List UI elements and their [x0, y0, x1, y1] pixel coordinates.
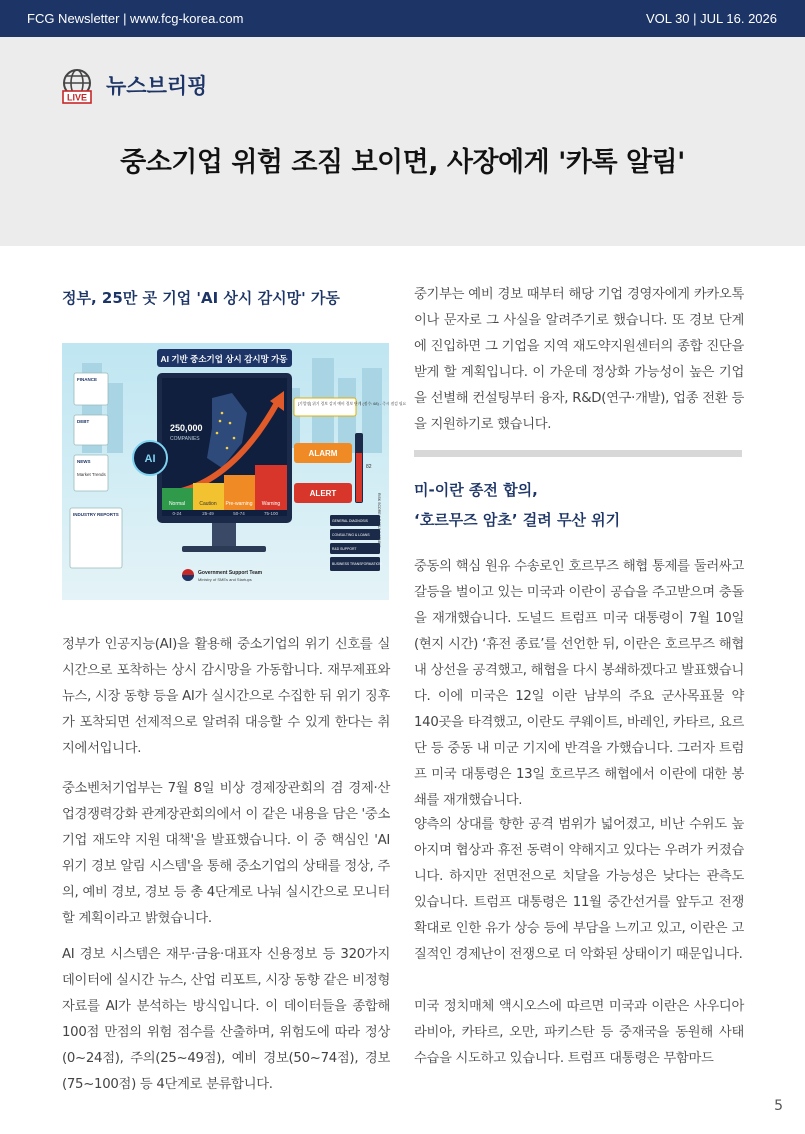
alert-label: ALERT: [309, 489, 337, 498]
support-diagnosis: GENERAL DIAGNOSIS: [332, 519, 368, 523]
stage-warning: Warning: [261, 501, 281, 507]
article1-paragraph-2: 중소벤처기업부는 7월 8일 비상 경제장관회의 겸 경제·산업경쟁력강화 관계장관회의에서 이 같은 내용을 담은 '중소기업 재도약 지원 대책'을 발표했습니다. 이 중 핵심인 'AI 위기 경보 알림 시스템'을 통해 중소기업의 상태를 정상, 주의, 예비 경보, 경보 등 총 4단계로 나눠 실시간으로 모니터할 계획이라고 밝혔습니다.: [62, 781, 390, 926]
support-transformation: BUSINESS TRANSFORMATION: [332, 562, 382, 566]
companies-label: COMPANIES: [170, 436, 200, 442]
article2-subhead-line1: 미-이란 종전 합의,: [414, 481, 538, 499]
issue-info: VOL 30 | JUL 16. 2026: [645, 11, 777, 26]
article-divider: [414, 450, 742, 457]
panel-market: Market Trends: [77, 472, 106, 477]
stage-caution: Caution: [199, 501, 217, 507]
page-number: 5: [774, 1098, 783, 1114]
range-warning: 75-100: [263, 511, 279, 516]
ai-monitoring-illustration: [62, 343, 407, 600]
stage-normal: Normal: [168, 501, 186, 507]
globe-live-icon: [60, 67, 94, 107]
article1-paragraph-1: 정부가 인공지능(AI)을 활용해 중소기업의 위기 신호를 실시간으로 포착하는 상시 감시망을 가동합니다. 재무제표와 뉴스, 시장 동향 등을 AI가 실시간으로 수집한 뒤 위기 징후가 포착되면 선제적으로 알려줘 대응할 수 있게 한다는 취지에서입니다.: [62, 637, 390, 756]
panel-debt: DEBT: [77, 419, 90, 424]
article2-subhead: [414, 475, 744, 535]
top-bar: [0, 0, 805, 37]
header-band: [0, 37, 805, 246]
range-prewarning: 50-74: [233, 511, 245, 516]
support-rnd: R&D SUPPORT: [332, 547, 357, 551]
section-title: 뉴스브리핑: [106, 74, 208, 98]
range-normal: 0-24: [172, 511, 182, 516]
gov-team: Government Support Team: [198, 570, 263, 576]
article2-paragraph-3: 미국 정치매체 액시오스에 따르면 미국과 이란은 사우디아라비아, 카타르, 오만, 파키스탄 등 중재국을 동원해 사태 수습을 시도하고 있습니다. 트럼프 대통령은 무함마드: [414, 999, 744, 1066]
headline: 중소기업 위험 조짐 보이면, 사장에게 '카톡 알림': [120, 147, 685, 178]
panel-news: NEWS: [77, 459, 91, 464]
stage-prewarning: Pre-warning: [225, 501, 253, 507]
gov-ministry: Ministry of SMEs and Startups: [198, 577, 252, 582]
article2-subhead-line2: ‘호르무즈 암초’ 걸려 무산 위기: [414, 511, 621, 529]
newsletter-site[interactable]: FCG Newsletter | www.fcg-korea.com: [27, 11, 244, 26]
range-caution: 25-49: [202, 511, 214, 516]
alarm-label: ALARM: [308, 449, 338, 458]
risk-score: 82: [366, 464, 372, 470]
panel-finance: FINANCE: [77, 377, 97, 382]
article2-paragraph-1: 중동의 핵심 원유 수송로인 호르무즈 해협 통제를 둘러싸고 갈등을 벌이고 있는 미국과 이란이 공습을 주고받으며 충돌을 재개했습니다. 도널드 트럼프 미국 대통령이 7월 10일(현지 시간) ‘휴전 종료’를 선언한 뒤, 이란은 호르무즈 해협 내 상선을 공격했고, 해협을 다시 봉쇄하겠다고 발표했습니다. 이에 미국은 12일 이란 남부의 주요 군사목표물 약 140곳을 타격했고, 이란도 쿠웨이트, 바레인, 카타르, 요르단 등 중동 내 미군 기지에 반격을 가했습니다. 그러자 트럼프 미국 대통령은 13일 호르무즈 해협에서 이란에 대한 봉쇄를 재개했습니다.: [414, 559, 744, 808]
panel-industry: INDUSTRY REPORTS: [73, 512, 119, 517]
live-badge-label: LIVE: [66, 92, 88, 103]
companies-count: 250,000: [170, 423, 203, 433]
support-consulting: CONSULTING & LOANS: [332, 533, 370, 537]
svg-text:AI: AI: [144, 453, 156, 465]
illus-title: AI 기반 중소기업 상시 감시망 가동: [160, 354, 288, 364]
notice-text: [기업명] 위기 경보 감지 예비 경보 단계 (점수: 68) - 즉시 점검 필요: [298, 402, 407, 406]
article1-subhead: 정부, 25만 곳 기업 'AI 상시 감시망' 가동: [62, 289, 340, 307]
article2-paragraph-2: 양측의 상대를 향한 공격 범위가 넓어졌고, 비난 수위도 높아지며 협상과 휴전 동력이 약해지고 있다는 우려가 커졌습니다. 하지만 전면전으로 치달을 가능성은 낮다는 관측도 있습니다. 트럼프 대통령은 11월 중간선거를 앞두고 전쟁 확대로 인한 유가 상승 등에 부담을 느끼고 있고, 이란은 고질적인 경제난이 전쟁으로 더 악화된 상태이기 때문입니다.: [414, 817, 744, 962]
article1-paragraph-3: AI 경보 시스템은 재무·금융·대표자 신용정보 등 320가지 데이터에 실시간 뉴스, 산업 리포트, 시장 동향 같은 비정형 자료를 AI가 분석하는 방식입니다. 이 데이터들을 종합해 100점 만점의 위험 점수를 산출하며, 위험도에 따라 정상(0~24점), 주의(25~49점), 예비 경보(50~74점), 경보(75~100점) 등 4단계로 분류합니다.: [62, 947, 390, 1092]
article1-paragraph-4: 중기부는 예비 경보 때부터 해당 기업 경영자에게 카카오톡이나 문자로 그 사실을 알려주기로 했습니다. 또 경보 단계에 진입하면 그 기업을 지역 재도약지원센터의 종합 진단을 받게 할 계획입니다. 이 가운데 정상화 가능성이 높은 기업을 선별해 컨설팅부터 융자, R&D(연구·개발), 업종 전환 등을 지원하기로 했습니다.: [414, 287, 744, 432]
